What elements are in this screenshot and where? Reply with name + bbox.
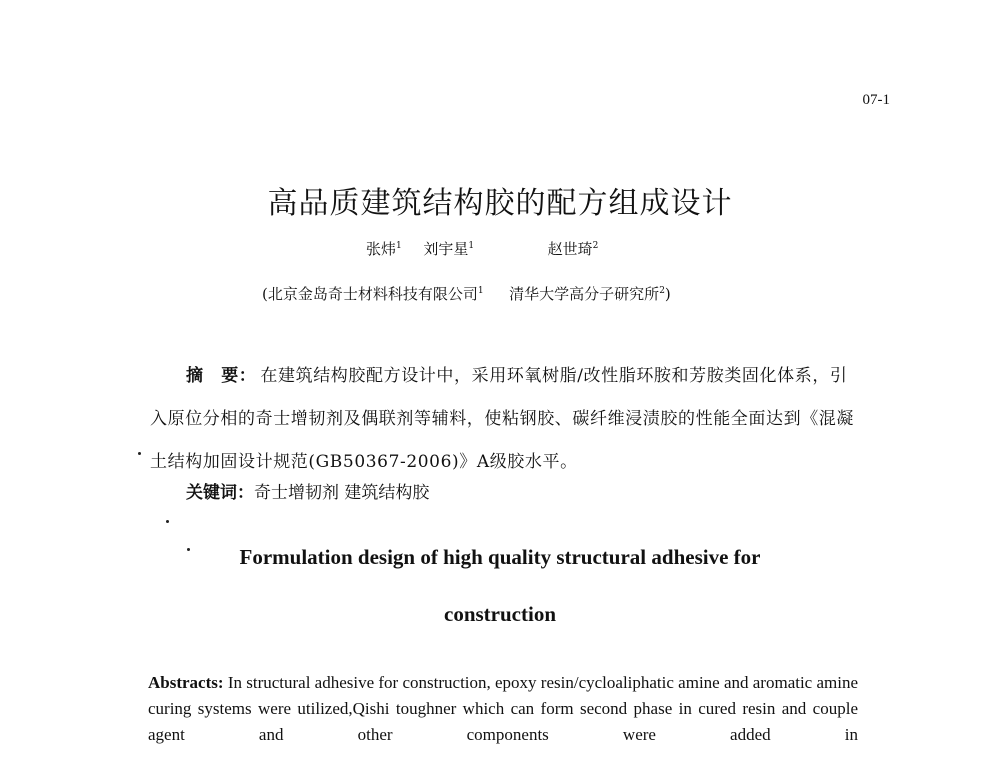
- scan-speck: [187, 548, 190, 551]
- author-affil-mark: 2: [592, 241, 599, 251]
- scan-speck: [166, 520, 169, 523]
- author-list: [366, 238, 598, 259]
- abstract-label-english: Abstracts:: [148, 673, 224, 692]
- author-affil-mark: 1: [396, 241, 402, 251]
- author-name: 赵世琦: [547, 240, 593, 258]
- abstract-chinese: [150, 355, 860, 484]
- keywords-line: [186, 478, 429, 503]
- abstract-text-chinese: 在建筑结构胶配方设计中，采用环氧树脂/改性脂环胺和芳胺类固化体系，引入原位分相的奇士增韧剂及偶联剂等辅料，使粘钢胶、碳纤维浸渍胶的性能全面达到《混凝土结构加固设计规范(GB50367-2006)》A级胶水平。: [150, 366, 854, 472]
- abstract-text-english: In structural adhesive for construction, epoxy resin/cycloaliphatic amine and aromatic amine curing systems were utilized,Qishi toughner which can form second phase in cured resin and couple agent and other components were added in: [148, 673, 859, 744]
- paper-title-english-line1: Formulation design of high quality structural adhesive for: [239, 545, 761, 569]
- abstract-label-chinese: 摘 要：: [186, 366, 257, 386]
- author-name: 刘宇星: [423, 240, 469, 258]
- affiliation-mark: 2: [659, 286, 665, 296]
- paper-title-chinese: 高品质建筑结构胶的配方组成设计: [267, 186, 733, 221]
- page-number: 07-1: [862, 92, 890, 108]
- affiliation-first: 北京金岛奇士材料科技有限公司: [267, 285, 478, 303]
- author-name: 张炜: [366, 240, 397, 258]
- abstract-english: [148, 670, 858, 748]
- keywords-label: 关键词：: [186, 483, 254, 503]
- author-affil-mark: 1: [468, 241, 475, 251]
- affiliation-mark: 1: [477, 286, 484, 296]
- affiliation-second: 清华大学高分子研究所: [509, 285, 660, 303]
- keywords-text: 奇士增韧剂 建筑结构胶: [254, 483, 430, 503]
- affiliation-line: (北京金岛奇士材料科技有限公司$^1$ 清华大学高分子研究所$^2$): [262, 285, 671, 303]
- paper-title-english-line2: construction: [444, 602, 556, 626]
- scan-speck: [138, 452, 141, 455]
